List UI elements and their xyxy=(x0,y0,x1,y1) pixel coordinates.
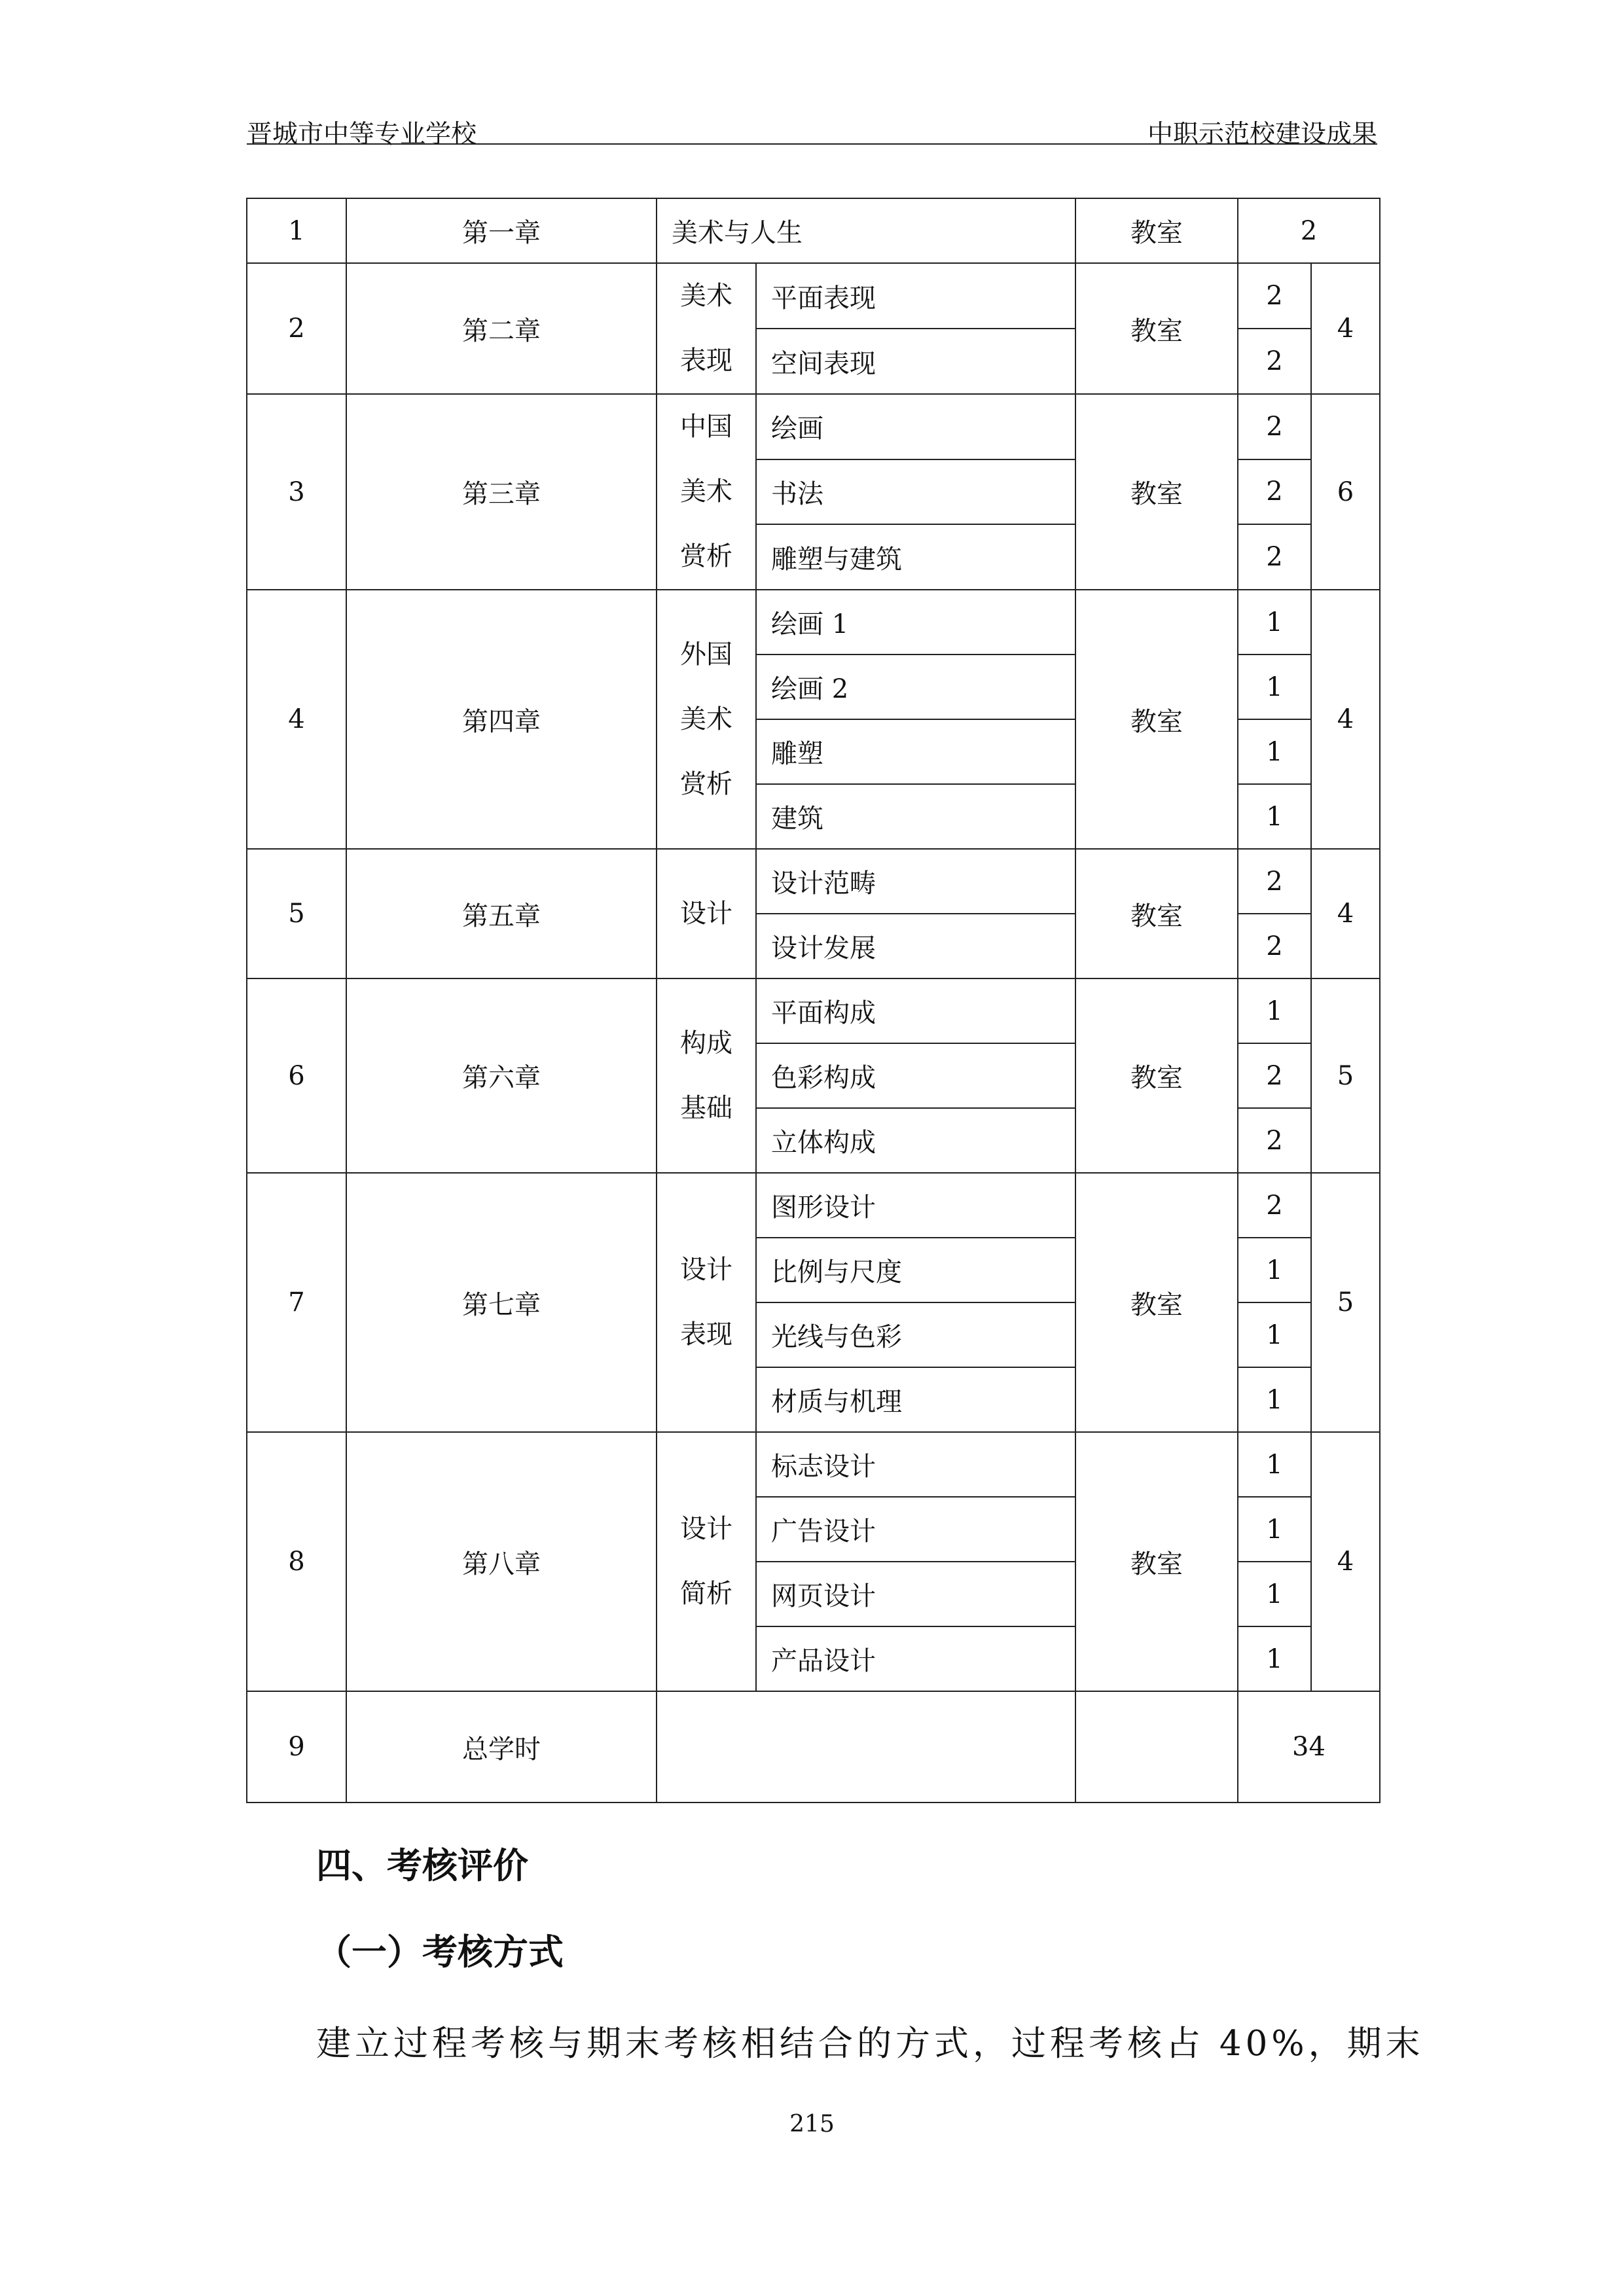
content-group-label: 美术 xyxy=(680,281,732,311)
content-group-label: 表现 xyxy=(680,346,732,376)
table-row xyxy=(247,1173,1380,1238)
content-group-label: 基础 xyxy=(680,1092,732,1123)
subtopic-hours-cell: 2 xyxy=(1238,1108,1311,1173)
content-group-label: 表现 xyxy=(680,1319,732,1350)
content-group-label: 简析 xyxy=(680,1579,732,1609)
row-number: 3 xyxy=(247,394,346,590)
subtopic-hours-cell: 2 xyxy=(1238,524,1311,590)
subtopic-hours-cell: 1 xyxy=(1238,784,1311,849)
content-group-cell xyxy=(657,1173,756,1432)
subtopic-hours-cell: 2 xyxy=(1238,394,1311,459)
row-number: 6 xyxy=(247,978,346,1173)
chapter-total-hours-cell: 4 xyxy=(1311,849,1380,978)
subtopic-cell: 设计发展 xyxy=(756,914,1075,978)
chapter-cell: 第一章 xyxy=(346,198,657,263)
subtopic-cell: 色彩构成 xyxy=(756,1043,1075,1108)
total-hours-cell: 34 xyxy=(1238,1691,1380,1803)
subtopic-cell: 网页设计 xyxy=(756,1562,1075,1626)
subtopic-hours-cell: 1 xyxy=(1238,719,1311,784)
content-group-label: 美术 xyxy=(680,476,732,507)
subtopic-cell: 平面表现 xyxy=(756,263,1075,329)
content-group-cell xyxy=(657,978,756,1173)
body-paragraph: 建立过程考核与期末考核相结合的方式，过程考核占 40%，期末 xyxy=(316,2024,1424,2064)
subtopic-cell: 平面构成 xyxy=(756,978,1075,1043)
location-cell: 教室 xyxy=(1075,590,1238,849)
chapter-total-hours-cell: 4 xyxy=(1311,590,1380,849)
topic-cell: 美术与人生 xyxy=(657,198,1075,263)
content-group-label: 美术 xyxy=(680,704,732,734)
table-row xyxy=(247,849,1380,914)
subtopic-hours-cell: 2 xyxy=(1238,459,1311,525)
empty-cell xyxy=(657,1691,1075,1803)
table-row xyxy=(247,978,1380,1043)
page-number: 215 xyxy=(789,2111,835,2138)
table-row xyxy=(247,263,1380,329)
subtopic-hours-cell: 2 xyxy=(1238,1043,1311,1108)
subtopic-cell: 标志设计 xyxy=(756,1432,1075,1497)
chapter-total-hours-cell: 4 xyxy=(1311,1432,1380,1691)
content-group-label: 赏析 xyxy=(680,541,732,571)
total-row xyxy=(247,1691,1380,1803)
subtopic-cell: 材质与机理 xyxy=(756,1367,1075,1432)
subtopic-hours-cell: 1 xyxy=(1238,1562,1311,1626)
chapter-total-hours-cell: 5 xyxy=(1311,1173,1380,1432)
content-group-cell xyxy=(657,1432,756,1691)
content-group-label: 设计 xyxy=(680,1514,732,1544)
content-group-label: 设计 xyxy=(680,1255,732,1285)
subtopic-cell: 绘画 xyxy=(756,394,1075,459)
row-number: 4 xyxy=(247,590,346,849)
subtopic-hours-cell: 1 xyxy=(1238,1432,1311,1497)
content-group-cell xyxy=(657,263,756,394)
table-row xyxy=(247,394,1380,459)
subtopic-cell: 雕塑与建筑 xyxy=(756,524,1075,590)
row-number: 9 xyxy=(247,1691,346,1803)
row-number: 2 xyxy=(247,263,346,394)
chapter-cell: 第四章 xyxy=(346,590,657,849)
content-group-cell xyxy=(657,394,756,590)
table-row xyxy=(247,590,1380,655)
header-document-title: 中职示范校建设成果 xyxy=(1147,120,1377,149)
location-cell: 教室 xyxy=(1075,978,1238,1173)
chapter-cell: 第二章 xyxy=(346,263,657,394)
subtopic-hours-cell: 1 xyxy=(1238,1238,1311,1302)
chapter-cell: 第六章 xyxy=(346,978,657,1173)
total-label-cell: 总学时 xyxy=(346,1691,657,1803)
table-row xyxy=(247,198,1380,263)
subtopic-cell: 建筑 xyxy=(756,784,1075,849)
subtopic-cell: 空间表现 xyxy=(756,329,1075,394)
subtopic-cell: 雕塑 xyxy=(756,719,1075,784)
chapter-total-hours-cell: 5 xyxy=(1311,978,1380,1173)
subsection-heading: （一）考核方式 xyxy=(316,1931,564,1973)
subtopic-hours-cell: 1 xyxy=(1238,978,1311,1043)
chapter-cell: 第七章 xyxy=(346,1173,657,1432)
chapter-total-hours-cell: 4 xyxy=(1311,263,1380,394)
subtopic-hours-cell: 1 xyxy=(1238,590,1311,655)
empty-cell xyxy=(1075,1691,1238,1803)
chapter-total-hours-cell: 2 xyxy=(1238,198,1380,263)
subtopic-cell: 设计范畴 xyxy=(756,849,1075,914)
content-group-label: 构成 xyxy=(680,1028,732,1058)
subtopic-hours-cell: 2 xyxy=(1238,914,1311,978)
chapter-cell: 第三章 xyxy=(346,394,657,590)
chapter-total-hours-cell: 6 xyxy=(1311,394,1380,590)
row-number: 8 xyxy=(247,1432,346,1691)
subtopic-hours-cell: 1 xyxy=(1238,1302,1311,1367)
row-number: 1 xyxy=(247,198,346,263)
location-cell: 教室 xyxy=(1075,1432,1238,1691)
table-row xyxy=(247,1432,1380,1497)
subtopic-cell: 图形设计 xyxy=(756,1173,1075,1238)
content-group-label: 中国 xyxy=(680,412,732,442)
chapter-cell: 第五章 xyxy=(346,849,657,978)
subtopic-hours-cell: 1 xyxy=(1238,1497,1311,1562)
location-cell: 教室 xyxy=(1075,263,1238,394)
row-number: 5 xyxy=(247,849,346,978)
chapter-cell: 第八章 xyxy=(346,1432,657,1691)
subtopic-hours-cell: 1 xyxy=(1238,1626,1311,1691)
content-group-label: 设计 xyxy=(680,898,732,929)
content-group-cell xyxy=(657,590,756,849)
subtopic-cell: 产品设计 xyxy=(756,1626,1075,1691)
subtopic-cell: 比例与尺度 xyxy=(756,1238,1075,1302)
header-school-name: 晋城市中等专业学校 xyxy=(247,120,477,149)
location-cell: 教室 xyxy=(1075,394,1238,590)
content-group-label: 赏析 xyxy=(680,768,732,799)
subtopic-hours-cell: 2 xyxy=(1238,849,1311,914)
subtopic-cell: 绘画 1 xyxy=(756,590,1075,655)
subtopic-cell: 光线与色彩 xyxy=(756,1302,1075,1367)
location-cell: 教室 xyxy=(1075,198,1238,263)
subtopic-hours-cell: 2 xyxy=(1238,263,1311,329)
subtopic-cell: 立体构成 xyxy=(756,1108,1075,1173)
location-cell: 教室 xyxy=(1075,1173,1238,1432)
header-divider xyxy=(247,143,1377,145)
subtopic-cell: 广告设计 xyxy=(756,1497,1075,1562)
course-hours-table xyxy=(246,198,1380,1803)
subtopic-hours-cell: 1 xyxy=(1238,1367,1311,1432)
subtopic-cell: 书法 xyxy=(756,459,1075,525)
subtopic-hours-cell: 1 xyxy=(1238,655,1311,719)
content-group-cell xyxy=(657,849,756,978)
subtopic-cell: 绘画 2 xyxy=(756,655,1075,719)
location-cell: 教室 xyxy=(1075,849,1238,978)
content-group-label: 外国 xyxy=(680,639,732,670)
subtopic-hours-cell: 2 xyxy=(1238,1173,1311,1238)
subtopic-hours-cell: 2 xyxy=(1238,329,1311,394)
section-heading: 四、考核评价 xyxy=(316,1844,528,1886)
row-number: 7 xyxy=(247,1173,346,1432)
